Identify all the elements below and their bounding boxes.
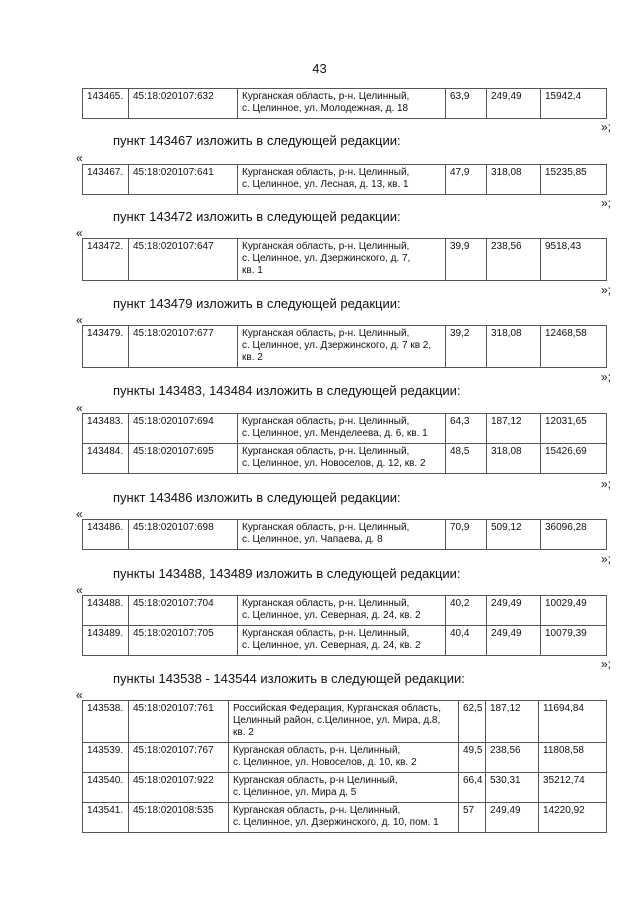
section-heading: пункты 143488, 143489 изложить в следующей редакции: bbox=[113, 566, 461, 581]
cadastral-number: 45:18:020107:695 bbox=[129, 444, 238, 474]
address-line: Целинный район, с.Целинное, ул. Мира, д.8, bbox=[233, 715, 441, 726]
item-number: 143538. bbox=[83, 701, 129, 743]
table-row bbox=[83, 89, 607, 119]
address bbox=[229, 773, 459, 803]
cadastral-number: 45:18:020108:535 bbox=[129, 803, 229, 833]
cadastral-number: 45:18:020107:694 bbox=[129, 414, 238, 444]
rate: 509,12 bbox=[487, 520, 541, 550]
amendment-table bbox=[82, 519, 607, 550]
table-row bbox=[83, 803, 607, 833]
section-heading: пункт 143467 изложить в следующей редакции: bbox=[113, 133, 401, 148]
item-number: 143465. bbox=[83, 89, 129, 119]
rate: 187,12 bbox=[486, 701, 539, 743]
table-row bbox=[83, 626, 607, 656]
address bbox=[229, 803, 459, 833]
rate: 249,49 bbox=[487, 626, 541, 656]
item-number: 143488. bbox=[83, 596, 129, 626]
section-heading: пункт 143472 изложить в следующей редакции: bbox=[113, 209, 401, 224]
item-number: 143483. bbox=[83, 414, 129, 444]
address bbox=[238, 414, 446, 444]
amendment-table bbox=[82, 325, 607, 368]
amount: 11808,58 bbox=[539, 743, 607, 773]
opening-quote: « bbox=[76, 507, 83, 521]
closing-quote: »; bbox=[600, 370, 611, 384]
area: 40,4 bbox=[446, 626, 487, 656]
amendment-table bbox=[82, 413, 607, 474]
area: 39,9 bbox=[446, 239, 487, 281]
amendment-table bbox=[82, 88, 607, 119]
address bbox=[238, 165, 446, 195]
cadastral-number: 45:18:020107:705 bbox=[129, 626, 238, 656]
address-line: с. Целинное, ул. Дзержинского, д. 7, bbox=[242, 253, 411, 264]
rate: 249,49 bbox=[486, 803, 539, 833]
area: 64,3 bbox=[446, 414, 487, 444]
table-row bbox=[83, 773, 607, 803]
amount: 15426,69 bbox=[541, 444, 607, 474]
table-row bbox=[83, 520, 607, 550]
amount: 10079,39 bbox=[541, 626, 607, 656]
address-line: Курганская область, р-н. Целинный, bbox=[242, 91, 410, 102]
address-line: с. Целинное, ул. Дзержинского, д. 10, пом. 1 bbox=[233, 817, 439, 828]
cadastral-number: 45:18:020107:704 bbox=[129, 596, 238, 626]
address-line: с. Целинное, ул. Молодежная, д. 18 bbox=[242, 103, 409, 114]
area: 62,5 bbox=[459, 701, 486, 743]
address-line: Курганская область, р-н. Целинный, bbox=[242, 628, 410, 639]
address-line: кв. 2 bbox=[242, 352, 263, 363]
address-line: Курганская область, р-н. Целинный, bbox=[242, 522, 410, 533]
area: 57 bbox=[459, 803, 486, 833]
rate: 318,08 bbox=[487, 165, 541, 195]
amount: 11694,84 bbox=[539, 701, 607, 743]
amendment-table bbox=[82, 238, 607, 281]
area: 49,5 bbox=[459, 743, 486, 773]
page-number: 43 bbox=[312, 61, 327, 76]
table-row bbox=[83, 326, 607, 368]
table-row bbox=[83, 414, 607, 444]
cadastral-number: 45:18:020107:767 bbox=[129, 743, 229, 773]
address-line: Курганская область, р-н. Целинный, bbox=[242, 328, 410, 339]
section-heading: пункт 143486 изложить в следующей редакции: bbox=[113, 490, 401, 505]
address-line: Курганская область, р-н. Целинный, bbox=[242, 446, 410, 457]
opening-quote: « bbox=[76, 688, 83, 702]
address bbox=[238, 239, 446, 281]
address-line: Курганская область, р-н Целинный, bbox=[233, 775, 398, 786]
address-line: с. Целинное, ул. Лесная, д. 13, кв. 1 bbox=[242, 179, 409, 190]
cadastral-number: 45:18:020107:647 bbox=[129, 239, 238, 281]
cadastral-number: 45:18:020107:922 bbox=[129, 773, 229, 803]
item-number: 143541. bbox=[83, 803, 129, 833]
item-number: 143467. bbox=[83, 165, 129, 195]
area: 40,2 bbox=[446, 596, 487, 626]
rate: 238,56 bbox=[486, 743, 539, 773]
address bbox=[238, 444, 446, 474]
closing-quote: »; bbox=[600, 120, 611, 134]
amendment-table bbox=[82, 595, 607, 656]
address bbox=[238, 89, 446, 119]
section-heading: пункт 143479 изложить в следующей редакции: bbox=[113, 296, 401, 311]
address-line: с. Целинное, ул. Менделеева, д. 6, кв. 1 bbox=[242, 428, 428, 439]
amount: 9518,43 bbox=[541, 239, 607, 281]
closing-quote: »; bbox=[600, 196, 611, 210]
closing-quote: »; bbox=[600, 283, 611, 297]
address-line: с. Целинное, ул. Мира д. 5 bbox=[233, 787, 357, 798]
table-row bbox=[83, 165, 607, 195]
cadastral-number: 45:18:020107:761 bbox=[129, 701, 229, 743]
table-row bbox=[83, 743, 607, 773]
rate: 187,12 bbox=[487, 414, 541, 444]
opening-quote: « bbox=[76, 401, 83, 415]
item-number: 143489. bbox=[83, 626, 129, 656]
address bbox=[238, 326, 446, 368]
address bbox=[238, 520, 446, 550]
area: 66,4 bbox=[459, 773, 486, 803]
amount: 10029,49 bbox=[541, 596, 607, 626]
address-line: Курганская область, р-н. Целинный, bbox=[242, 598, 410, 609]
address-line: с. Целинное, ул. Новоселов, д. 10, кв. 2 bbox=[233, 757, 417, 768]
address bbox=[238, 596, 446, 626]
table-row bbox=[83, 701, 607, 743]
rate: 318,08 bbox=[487, 326, 541, 368]
opening-quote: « bbox=[76, 583, 83, 597]
address-line: кв. 1 bbox=[242, 265, 263, 276]
item-number: 143486. bbox=[83, 520, 129, 550]
rate: 530,31 bbox=[486, 773, 539, 803]
amount: 12031,65 bbox=[541, 414, 607, 444]
area: 70,9 bbox=[446, 520, 487, 550]
amount: 15235,85 bbox=[541, 165, 607, 195]
area: 48,5 bbox=[446, 444, 487, 474]
item-number: 143484. bbox=[83, 444, 129, 474]
address bbox=[229, 743, 459, 773]
address-line: с. Целинное, ул. Чапаева, д. 8 bbox=[242, 534, 383, 545]
closing-quote: »; bbox=[600, 552, 611, 566]
item-number: 143472. bbox=[83, 239, 129, 281]
rate: 249,49 bbox=[487, 89, 541, 119]
section-heading: пункты 143483, 143484 изложить в следующей редакции: bbox=[113, 383, 461, 398]
amount: 12468,58 bbox=[541, 326, 607, 368]
address-line: кв. 2 bbox=[233, 727, 254, 738]
rate: 318,08 bbox=[487, 444, 541, 474]
cadastral-number: 45:18:020107:632 bbox=[129, 89, 238, 119]
item-number: 143539. bbox=[83, 743, 129, 773]
area: 47,9 bbox=[446, 165, 487, 195]
rate: 238,56 bbox=[487, 239, 541, 281]
address bbox=[238, 626, 446, 656]
address bbox=[229, 701, 459, 743]
opening-quote: « bbox=[76, 151, 83, 165]
address-line: Российская Федерация, Курганская область, bbox=[233, 703, 442, 714]
item-number: 143540. bbox=[83, 773, 129, 803]
opening-quote: « bbox=[76, 226, 83, 240]
address-line: Курганская область, р-н. Целинный, bbox=[233, 805, 401, 816]
closing-quote: »; bbox=[600, 477, 611, 491]
address-line: Курганская область, р-н. Целинный, bbox=[242, 241, 410, 252]
closing-quote: »; bbox=[600, 657, 611, 671]
rate: 249,49 bbox=[487, 596, 541, 626]
section-heading: пункты 143538 - 143544 изложить в следующей редакции: bbox=[113, 671, 465, 686]
area: 39,2 bbox=[446, 326, 487, 368]
amount: 35212,74 bbox=[539, 773, 607, 803]
cadastral-number: 45:18:020107:641 bbox=[129, 165, 238, 195]
cadastral-number: 45:18:020107:698 bbox=[129, 520, 238, 550]
table-row bbox=[83, 239, 607, 281]
amount: 14220,92 bbox=[539, 803, 607, 833]
address-line: с. Целинное, ул. Северная, д. 24, кв. 2 bbox=[242, 640, 421, 651]
address-line: с. Целинное, ул. Дзержинского, д. 7 кв 2, bbox=[242, 340, 432, 351]
address-line: Курганская область, р-н. Целинный, bbox=[242, 167, 410, 178]
address-line: с. Целинное, ул. Северная, д. 24, кв. 2 bbox=[242, 610, 421, 621]
address-line: Курганская область, р-н. Целинный, bbox=[233, 745, 401, 756]
item-number: 143479. bbox=[83, 326, 129, 368]
cadastral-number: 45:18:020107:677 bbox=[129, 326, 238, 368]
area: 63,9 bbox=[446, 89, 487, 119]
opening-quote: « bbox=[76, 313, 83, 327]
table-row bbox=[83, 596, 607, 626]
table-row bbox=[83, 444, 607, 474]
address-line: с. Целинное, ул. Новоселов, д. 12, кв. 2 bbox=[242, 458, 426, 469]
amendment-table bbox=[82, 700, 607, 833]
amount: 15942,4 bbox=[541, 89, 607, 119]
amendment-table bbox=[82, 164, 607, 195]
address-line: Курганская область, р-н. Целинный, bbox=[242, 416, 410, 427]
amount: 36096,28 bbox=[541, 520, 607, 550]
